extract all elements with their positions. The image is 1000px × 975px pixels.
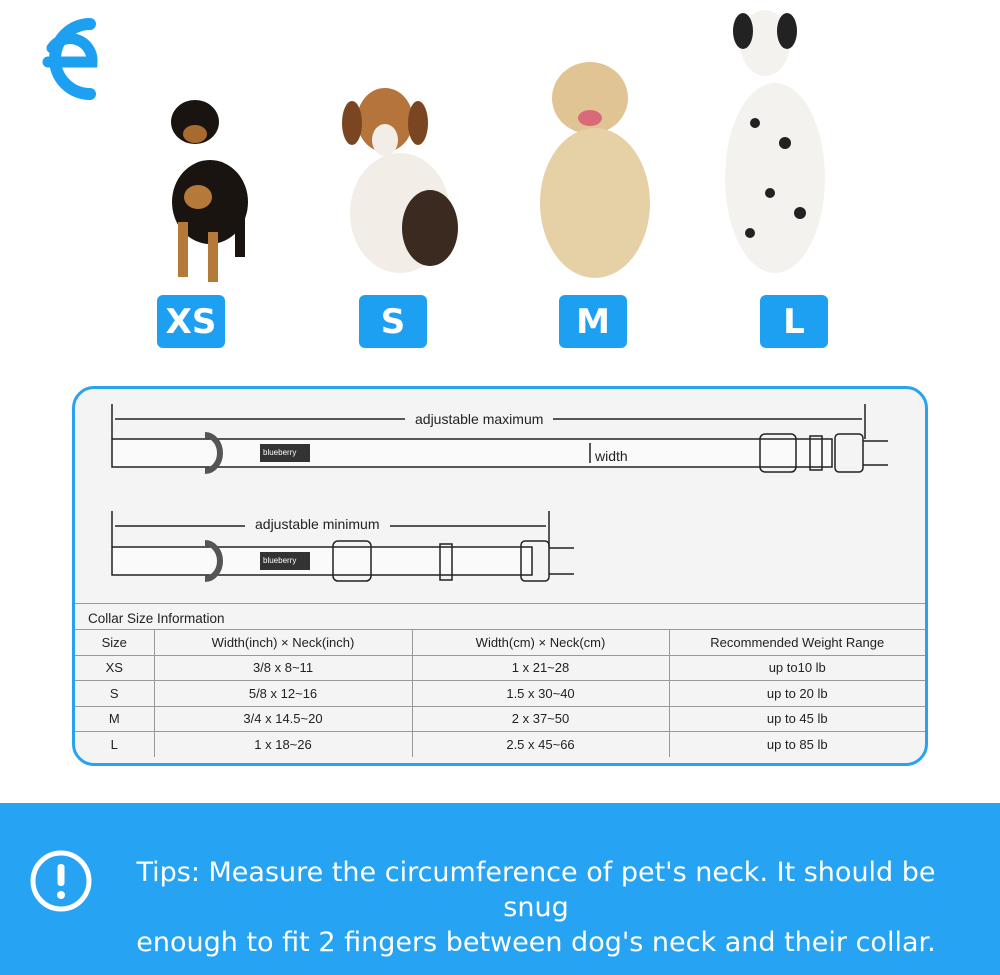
header-cell: Width(inch) × Neck(inch) — [154, 630, 412, 656]
tips-text — [110, 855, 962, 960]
collar-tag: blueberry — [263, 448, 297, 457]
header-cell: Size — [75, 630, 154, 656]
width-label: width — [595, 448, 628, 464]
table-row — [75, 706, 925, 732]
tips-banner — [0, 803, 1000, 975]
cell: 2 x 37~50 — [412, 706, 669, 732]
cell: 1 x 18~26 — [154, 732, 412, 757]
size-table — [75, 629, 925, 757]
puppy-image — [150, 92, 270, 287]
header-cell: Width(cm) × Neck(cm) — [412, 630, 669, 656]
collar-tag: blueberry — [263, 556, 297, 565]
table-row — [75, 732, 925, 757]
cell: 3/4 x 14.5~20 — [154, 706, 412, 732]
adjustable-maximum-label: adjustable maximum — [405, 411, 553, 427]
cell: L — [75, 732, 154, 757]
cell: 1 x 21~28 — [412, 655, 669, 681]
cell: S — [75, 681, 154, 707]
tips-line-2: enough to fit 2 fingers between dog's neck and their collar. — [136, 927, 936, 958]
adjustable-minimum-label: adjustable minimum — [245, 516, 390, 532]
beagle-image — [330, 68, 470, 278]
cell: M — [75, 706, 154, 732]
tips-line-1: Tips: Measure the circumference of pet's neck. It should be snug — [136, 857, 936, 923]
cell: 1.5 x 30~40 — [412, 681, 669, 707]
cell: 2.5 x 45~66 — [412, 732, 669, 757]
table-header-row — [75, 630, 925, 656]
table-row — [75, 681, 925, 707]
size-badge-xs: XS — [157, 295, 225, 348]
table-caption: Collar Size Information — [88, 611, 225, 626]
cell: 5/8 x 12~16 — [154, 681, 412, 707]
size-badge-l: L — [760, 295, 828, 348]
brand-logo-icon — [30, 10, 105, 110]
cell: XS — [75, 655, 154, 681]
table-row — [75, 655, 925, 681]
size-badge-s: S — [359, 295, 427, 348]
header-cell: Recommended Weight Range — [669, 630, 925, 656]
cell: up to10 lb — [669, 655, 925, 681]
dalmatian-image — [715, 3, 835, 283]
size-badge-m: M — [559, 295, 627, 348]
cell: 3/8 x 8~11 — [154, 655, 412, 681]
cell: up to 85 lb — [669, 732, 925, 757]
golden-retriever-image — [530, 38, 670, 283]
cell: up to 45 lb — [669, 706, 925, 732]
collar-size-panel — [72, 386, 928, 766]
cell: up to 20 lb — [669, 681, 925, 707]
exclamation-circle-icon — [28, 848, 94, 914]
